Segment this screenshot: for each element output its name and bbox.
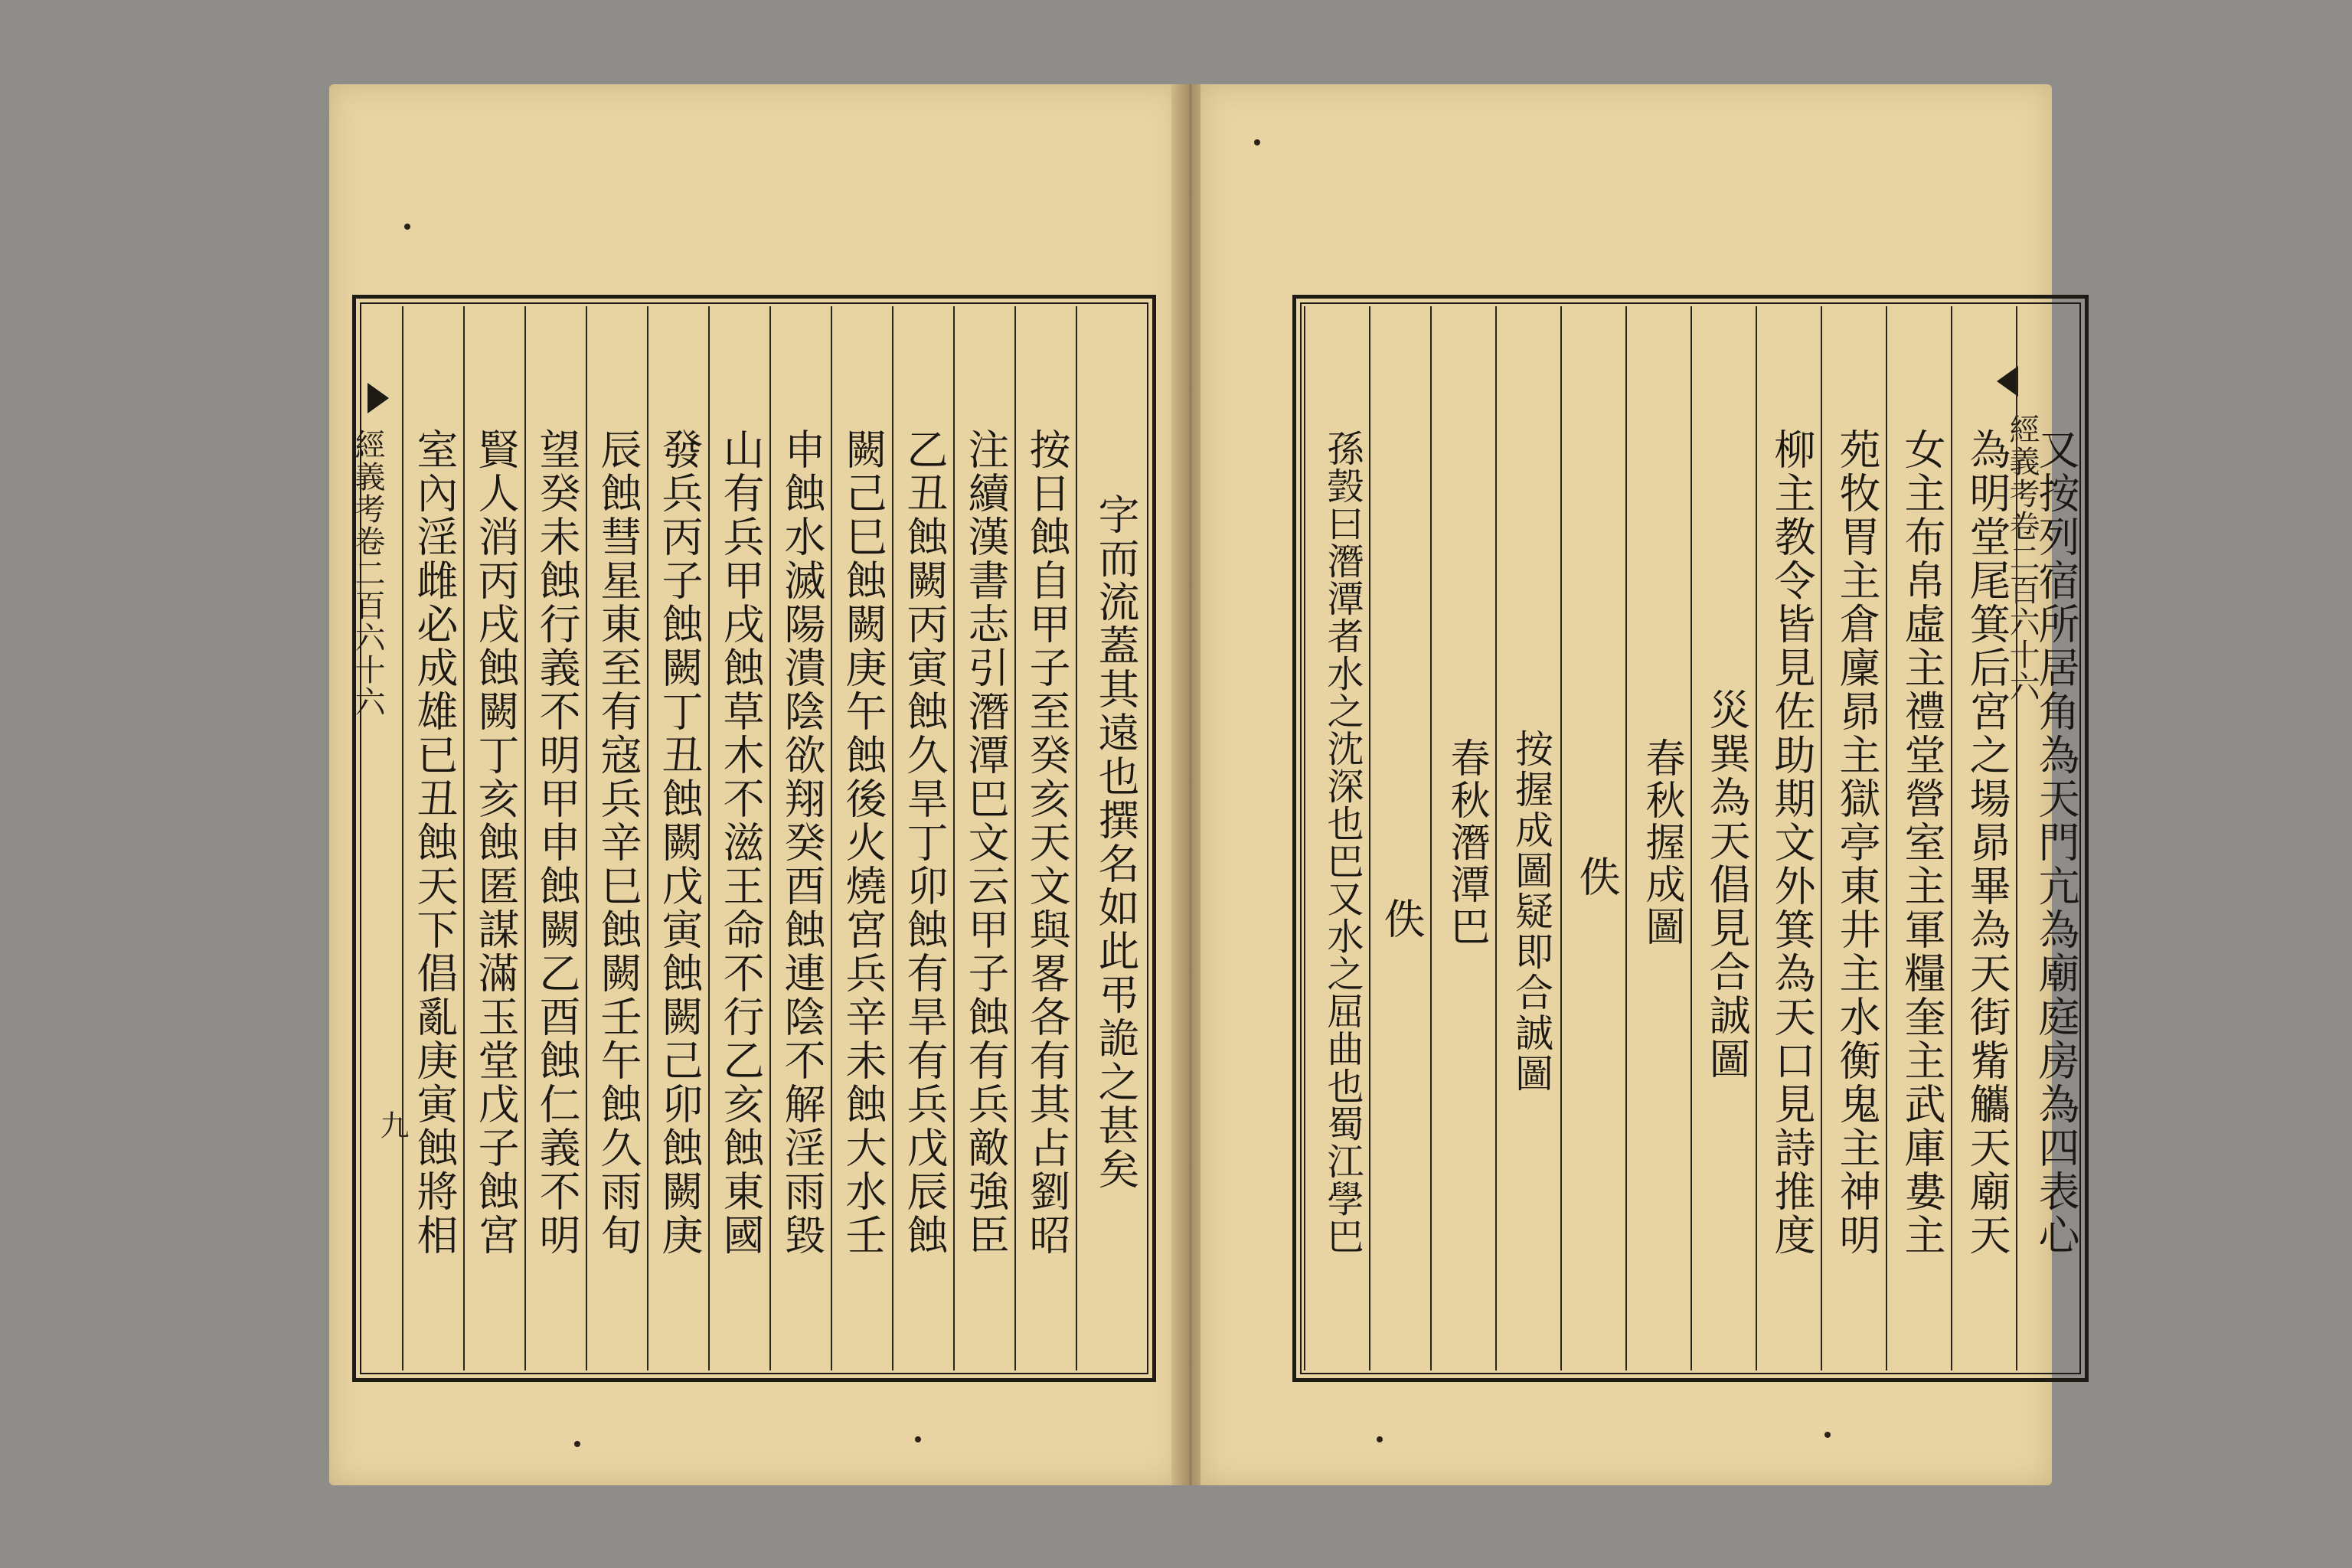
worm-hole	[1254, 139, 1260, 145]
text-column: 室內淫雌必成雄已丑蝕天下倡亂庚寅蝕將相	[402, 306, 465, 1370]
right-text-frame	[1292, 295, 2089, 1382]
open-book	[329, 84, 2080, 1485]
left-page	[329, 84, 1181, 1485]
text-column: 字而流蓋其遠也撰名如此弔詭之甚矣	[1076, 306, 1146, 1370]
left-margin-title: 經義考卷二百六十六	[350, 429, 385, 718]
text-column: 災巽為天倡見合誠圖	[1690, 306, 1757, 1370]
text-column: 孫瑴曰潛潭者水之沈深也巴又水之屈曲也蜀江學巴	[1304, 306, 1370, 1370]
right-margin-title: 經義考卷二百六十六	[2004, 413, 2040, 703]
text-column: 柳主教令皆見佐助期文外箕為天口見詩推度	[1756, 306, 1822, 1370]
text-column: 為明堂尾箕后宮之場昴畢為天街觜觿天廟天	[1951, 306, 2017, 1370]
worm-hole	[574, 1441, 580, 1447]
text-column: 又按列宿所居角為天門亢為廟庭房為四表心	[2016, 306, 2086, 1370]
text-column: 乙丑蝕闕丙寅蝕久旱丁卯蝕有旱有兵戊辰蝕	[892, 306, 955, 1370]
left-folio: 九	[375, 1110, 409, 1141]
text-column: 女主布帛虛主禮堂營室主軍糧奎主武庫婁主	[1886, 306, 1952, 1370]
worm-hole	[404, 224, 410, 230]
right-page	[1200, 84, 2080, 1485]
text-column: 闕己巳蝕闕庚午蝕後火燒宮兵辛未蝕大水壬	[831, 306, 893, 1370]
book-title-heading: 春秋握成圖	[1625, 306, 1692, 1370]
worm-hole	[1377, 1436, 1383, 1442]
text-column: 山有兵甲戌蝕草木不滋王命不行乙亥蝕東國	[708, 306, 771, 1370]
worm-hole	[915, 1436, 921, 1442]
text-column: 望癸未蝕行義不明甲申蝕闕乙酉蝕仁義不明	[524, 306, 587, 1370]
text-column: 辰蝕彗星東至有寇兵辛巳蝕闕壬午蝕久雨旬	[586, 306, 648, 1370]
text-column: 賢人消丙戌蝕闕丁亥蝕匿謀滿玉堂戊子蝕宮	[463, 306, 526, 1370]
text-column: 申蝕水滅陽潰陰欲翔癸酉蝕連陰不解淫雨毀	[769, 306, 832, 1370]
lost-status: 佚	[1369, 306, 1432, 1370]
text-column: 發兵丙子蝕闕丁丑蝕闕戊寅蝕闕己卯蝕闕庚	[647, 306, 710, 1370]
text-column: 注續漢書志引潛潭巴文云甲子蝕有兵敵強臣	[953, 306, 1016, 1370]
left-text-frame	[352, 295, 1156, 1382]
annotation-column: 按握成圖疑即合誠圖	[1495, 306, 1562, 1370]
book-title-heading: 春秋潛潭巴	[1430, 306, 1497, 1370]
worm-hole	[1824, 1432, 1831, 1438]
text-column: 按日蝕自甲子至癸亥天文與畧各有其占劉昭	[1014, 306, 1077, 1370]
lost-status: 佚	[1560, 306, 1627, 1370]
text-column: 苑牧胃主倉廩昴主獄亭東井主水衡鬼主神明	[1821, 306, 1887, 1370]
